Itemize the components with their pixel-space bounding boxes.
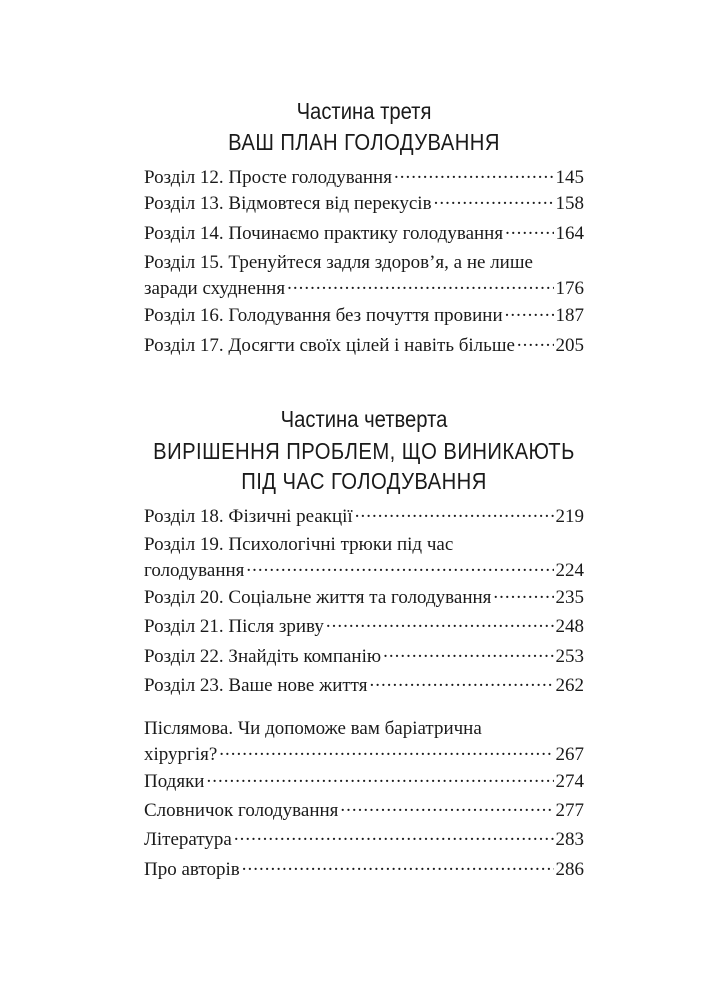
page-number: 187 xyxy=(555,305,584,326)
dot-leader xyxy=(493,584,553,603)
entry-label: хірургія? xyxy=(144,744,218,765)
toc-entry-ch15[interactable] xyxy=(144,250,584,301)
dot-leader xyxy=(326,613,554,632)
dot-leader xyxy=(355,503,554,522)
page-number: 219 xyxy=(555,506,584,527)
entry-label: Розділ 20. Соціальне життя та голодування xyxy=(144,587,492,608)
toc-entry-ch14[interactable] xyxy=(144,220,584,246)
toc-entry-ch19[interactable] xyxy=(144,532,584,583)
dot-leader xyxy=(517,332,554,351)
dot-leader xyxy=(287,275,553,294)
entry-label: Розділ 14. Починаємо практику голодування xyxy=(144,223,504,244)
toc-entry-glossary[interactable] xyxy=(144,797,584,823)
dot-leader xyxy=(246,557,553,576)
page-number: 277 xyxy=(555,800,584,821)
page-number: 235 xyxy=(555,587,584,608)
page-number: 145 xyxy=(555,167,584,188)
dot-leader xyxy=(394,164,554,183)
entry-label: Розділ 18. Фізичні реакції xyxy=(144,506,353,527)
entry-label-line1: Післямова. Чи допоможе вам баріатрична xyxy=(144,718,482,739)
toc-entry-ch16[interactable] xyxy=(144,302,584,328)
page-number: 274 xyxy=(555,771,584,792)
part-four-heading-line1: ВИРІШЕННЯ ПРОБЛЕМ, ЩО ВИНИКАЮТЬ xyxy=(153,438,575,464)
page-number: 262 xyxy=(555,675,584,696)
dot-leader xyxy=(369,672,553,691)
entry-label: Подяки xyxy=(144,771,205,792)
entry-label: Розділ 17. Досягти своїх цілей і навіть більше xyxy=(144,335,515,356)
toc-entry-ch20[interactable] xyxy=(144,584,584,610)
entry-label: заради схуднення xyxy=(144,278,286,299)
page-number: 164 xyxy=(555,223,584,244)
entry-label: Розділ 21. Після зриву xyxy=(144,616,324,637)
entry-label: Розділ 12. Просте голодування xyxy=(144,167,392,188)
dot-leader xyxy=(242,856,554,875)
entry-label: Література xyxy=(144,829,232,850)
dot-leader xyxy=(434,190,554,209)
dot-leader xyxy=(206,768,553,787)
dot-leader xyxy=(234,826,554,845)
toc-entry-ch13[interactable] xyxy=(144,190,584,216)
page-number: 224 xyxy=(555,560,584,581)
part-three-heading: ВАШ ПЛАН ГОЛОДУВАННЯ xyxy=(228,129,500,155)
toc-entry-ch22[interactable] xyxy=(144,643,584,669)
part-four-heading-line2: ПІД ЧАС ГОЛОДУВАННЯ xyxy=(241,468,487,494)
dot-leader xyxy=(505,220,553,239)
part-three-title: Частина третя xyxy=(296,98,432,124)
part-four-title: Частина четверта xyxy=(280,406,448,432)
page-number: 205 xyxy=(555,335,584,356)
toc-entry-literature[interactable] xyxy=(144,826,584,852)
entry-label: Словничок голодування xyxy=(144,800,339,821)
dot-leader xyxy=(383,643,553,662)
entry-label: Розділ 16. Голодування без почуття провини xyxy=(144,305,503,326)
page-number: 176 xyxy=(555,278,584,299)
page-number: 267 xyxy=(555,744,584,765)
entry-label: голодування xyxy=(144,560,245,581)
page-number: 286 xyxy=(555,859,584,880)
dot-leader xyxy=(340,797,553,816)
toc-entry-ch17[interactable] xyxy=(144,332,584,358)
page-number: 283 xyxy=(555,829,584,850)
entry-label-line1: Розділ 19. Психологічні трюки під час xyxy=(144,534,454,555)
dot-leader xyxy=(505,302,554,321)
toc-entry-about-authors[interactable] xyxy=(144,856,584,882)
page-number: 158 xyxy=(555,193,584,214)
entry-label: Розділ 23. Ваше нове життя xyxy=(144,675,368,696)
dot-leader xyxy=(219,741,553,760)
toc-entry-ch18[interactable] xyxy=(144,503,584,529)
entry-label: Про авторів xyxy=(144,859,240,880)
toc-entry-ch23[interactable] xyxy=(144,672,584,698)
toc-entry-ch21[interactable] xyxy=(144,613,584,639)
page-number: 253 xyxy=(555,646,584,667)
page-number: 248 xyxy=(555,616,584,637)
entry-label: Розділ 22. Знайдіть компанію xyxy=(144,646,382,667)
toc-entry-acknowledgements[interactable] xyxy=(144,768,584,794)
entry-label: Розділ 13. Відмовтеся від перекусів xyxy=(144,193,432,214)
toc-entry-afterword[interactable] xyxy=(144,716,584,767)
entry-label-line1: Розділ 15. Тренуйтеся задля здоров’я, а не лише xyxy=(144,252,533,273)
toc-entry-ch12[interactable] xyxy=(144,164,584,190)
